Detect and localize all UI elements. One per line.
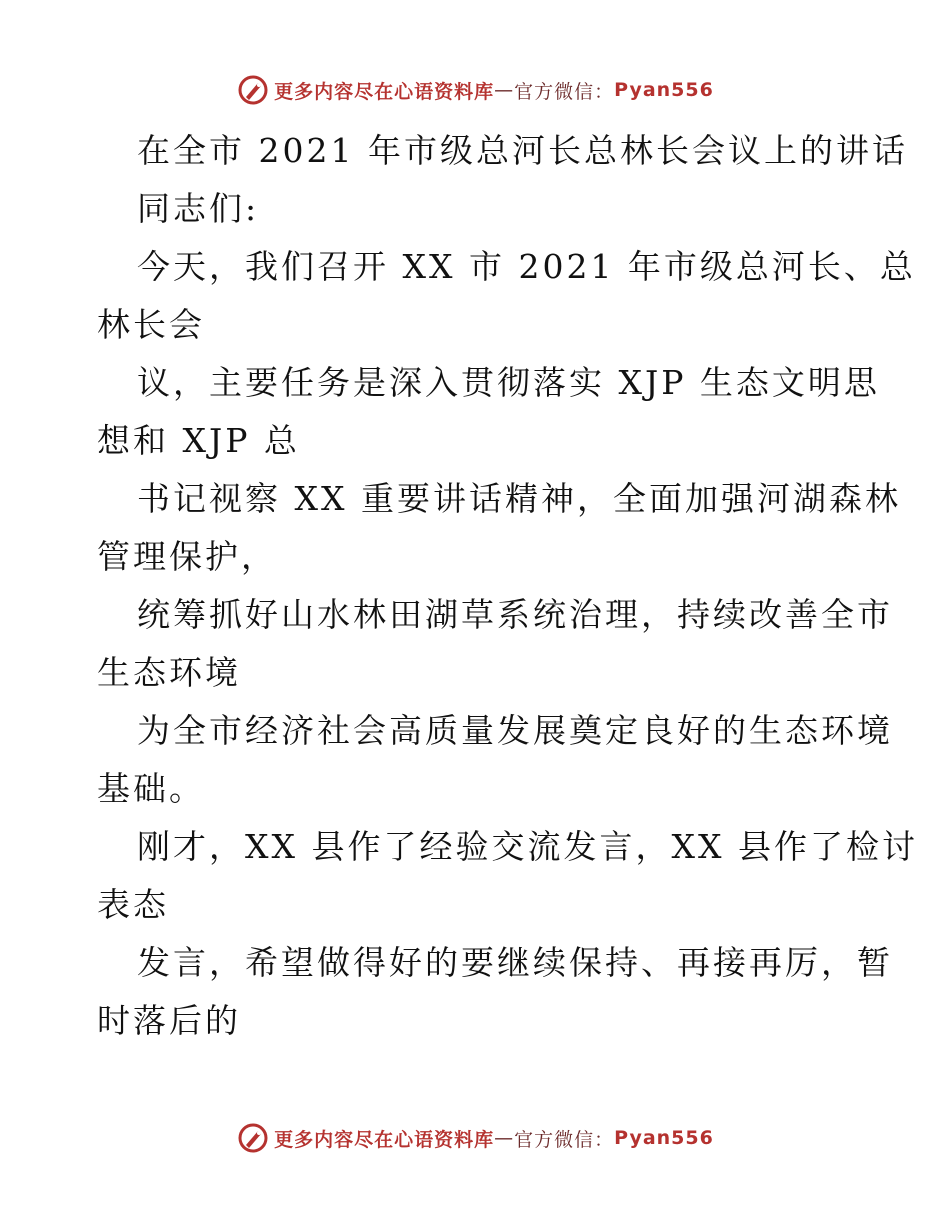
paragraph-line: 管理保护， [97,537,277,576]
watermark-contact-label: 官方微信： [514,1128,615,1151]
pen-nib-logo-icon [236,1121,270,1155]
watermark-brand: 更多内容尽在心语资料库 [274,80,495,103]
paragraph-line: 为全市经济社会高质量发展奠定良好的生态环境 [137,711,893,750]
document-title: 在全市 2021 年市级总河长总林长会议上的讲话 [137,131,908,170]
header-watermark [0,70,950,110]
paragraph-line: 今天，我们召开 XX 市 2021 年市级总河长、总 [137,247,916,286]
salutation: 同志们: [137,189,260,228]
paragraph-line: 基础。 [97,769,205,808]
watermark-separator: — [494,1127,515,1149]
paragraph-line: 发言，希望做得好的要继续保持、再接再厉，暂 [137,943,893,982]
watermark-contact-value: Pyan556 [614,79,714,101]
paragraph-line: 表态 [97,885,169,924]
paragraph-line: 书记视察 XX 重要讲话精神，全面加强河湖森林 [137,479,901,518]
paragraph-line: 想和 XJP 总 [97,421,300,460]
paragraph-line: 林长会 [97,305,205,344]
pen-nib-logo-icon [236,73,270,107]
paragraph-line: 刚才，XX 县作了经验交流发言，XX 县作了检讨 [137,827,918,866]
paragraph-line: 生态环境 [97,653,241,692]
watermark-contact-value: Pyan556 [614,1127,714,1149]
paragraph-line: 议，主要任务是深入贯彻落实 XJP 生态文明思 [137,363,880,402]
paragraph-line: 统筹抓好山水林田湖草系统治理，持续改善全市 [137,595,893,634]
watermark-brand: 更多内容尽在心语资料库 [274,1128,495,1151]
watermark-contact-label: 官方微信： [514,80,615,103]
watermark-separator: — [494,79,515,101]
paragraph-line: 时落后的 [97,1001,241,1040]
document-body [97,122,918,1050]
footer-watermark [0,1118,950,1158]
